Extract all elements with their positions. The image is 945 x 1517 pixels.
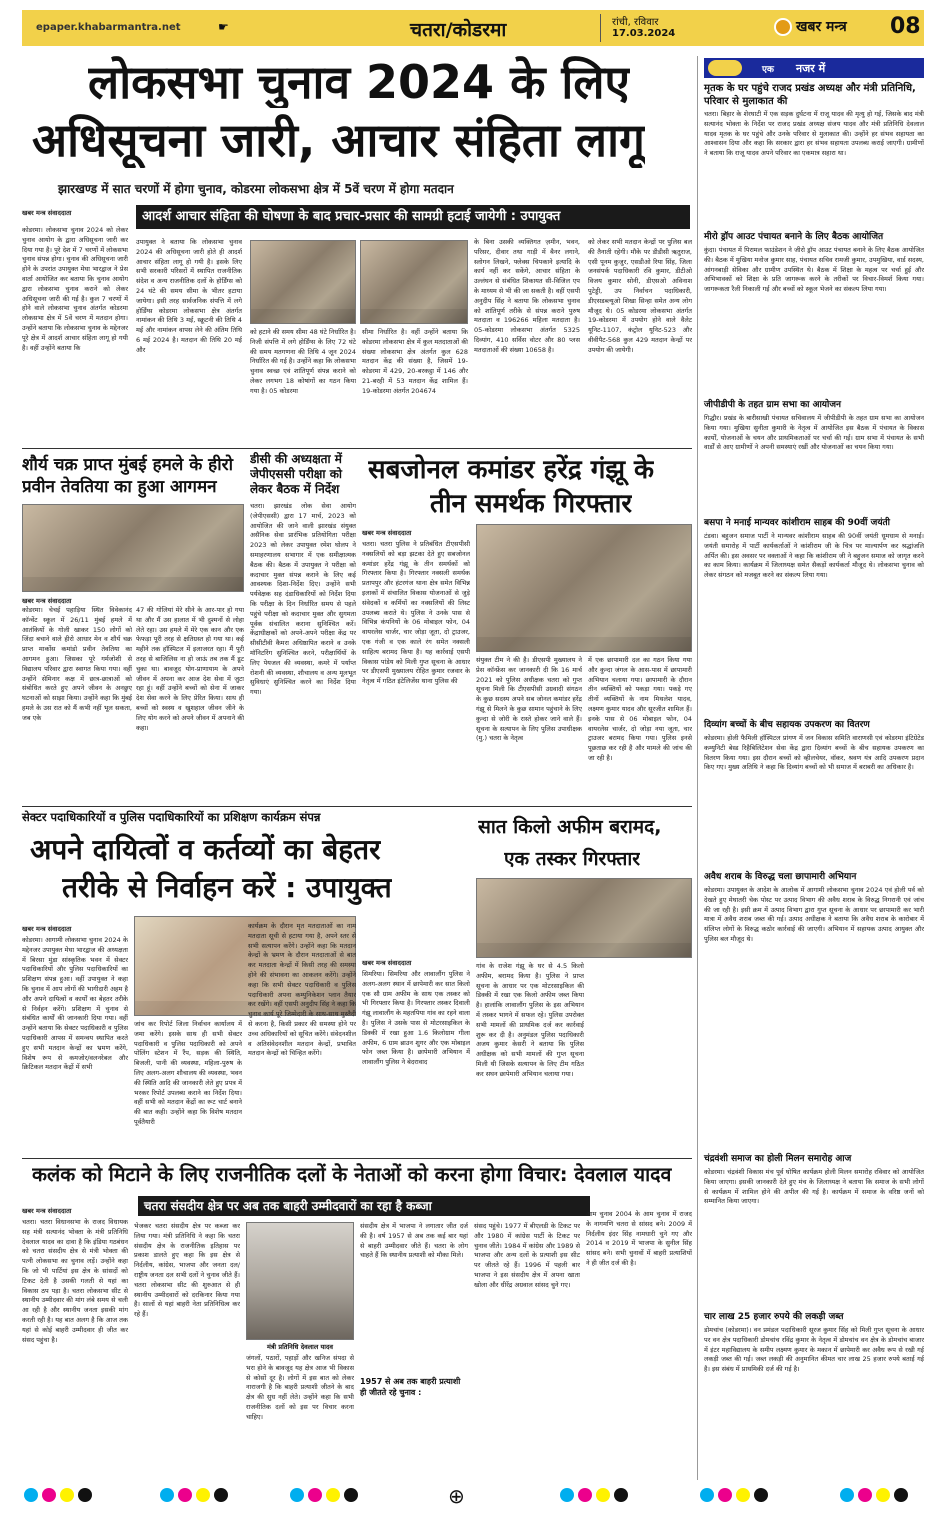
sabzonal-headline-line1: सबजोनल कमांडर हरेंद्र गंझू के: [368, 455, 655, 485]
shaurya-photo-group: [22, 504, 244, 592]
kalank-box-head: 1957 से अब तक बाहरी प्रत्याशी ही जीतते रहे चुनाव :: [360, 1377, 461, 1397]
lead-photo-press: [360, 240, 468, 324]
masthead-city-day: रांची, रविवार: [612, 17, 659, 28]
kalank-col6: आम चुनाव 2004 के आम चुनाव में राजद के नागमणि चतरा से सांसद बने। 2009 में निर्दलीय इंदर सिंह नामधारी चुने गए और 2014 व 2019 में भाजपा के सुनील सिंह सांसद बने। सभी चुनावों में बाहरी प्रत्याशियों ने ही जीत दर्ज की है।: [586, 1210, 692, 1267]
masthead-brand: खबर मन्त्र: [796, 19, 847, 35]
shaurya-col2: 47 की गोलियां मेरे सीने के आर-पार हो गया था और मैं उस हालात में भी दुश्मनों से लोहा लेते रहा। उस हमले में मेरे एक कान और एक फेफड़ा पूरी तरह से क्षतिग्रस्त हो गया था। कई महीने तक हॉस्पिटल में इलाजरत रहा। मैं पूरी तरह से बाजिलिस ना हो जाऊं तब तक मैं डूट चुका था। बावजूद योग-प्राणायाम के अपने जीवन में अपना कर आज देश सेवा में जुटा रहा हूं। वहीं उन्होंने बच्चों को सेना में जाकर देश सेवा करने के लिए प्रेरित किया। साथ ही बच्चों को स्वस्थ व खुशहाल जीवन जीने के लिए योग करने को अपने जीवन में अपनाने की कहा।: [136, 606, 244, 732]
registration-dot: [308, 1488, 322, 1502]
lead-photo-meeting: [250, 240, 356, 324]
registration-dot: [160, 1488, 174, 1502]
registration-dot: [326, 1488, 340, 1502]
lead-subhead: झारखण्ड में सात चरणों में होगा चुनाव, कोडरमा लोकसभा क्षेत्र में 5वें चरण में होगा मतदान: [58, 182, 454, 196]
afeem-photo-arrest: [476, 878, 692, 958]
eye-icon: [708, 60, 742, 76]
registration-dot: [60, 1488, 74, 1502]
lead-headline-line1: लोकसभा चुनाव 2024 के लिए: [88, 56, 630, 108]
lead-col4: के बिना उसकी व्यक्तिगत ज़मीन, भवन, परिसर, दीवार तथा गाड़ी में बैनर लगाने, स्लोगन लिखने, फ्लेक्स चिपकाने इत्यादि के कार्य नहीं कर सकेंगे, आचार संहिता के उल्लंघन से संबंधित शिकायत सी-विजिल एप के माध्यम से भी की जा सकती है। वहीं एसपी अनुदीप सिंह ने बताया कि लोकसभा चुनाव को शांतिपूर्ण तरीके से संपन्न कराने पुरुष मतदाता व 196266 महिला मतदाता है। 05-कोडरमा लोकसभा अंतर्गत 5325 दिव्यांग, 410 सर्विस वोटर और 80 प्लस मतदाताओं की संख्या 10658 है।: [474, 238, 580, 354]
registration-dot: [344, 1488, 358, 1502]
sector-col1: कोडरमा। आगामी लोकसभा चुनाव 2024 के मद्देनजर उपायुक्त मेघा भारद्वाज की अध्यक्षता में बिरसा मुंडा सांस्कृतिक भवन में सेक्टर पदाधिकारियों और पुलिस पदाधिकारियों का प्रशिक्षण संपन्न हुआ। वहीं उपायुक्त ने कहा कि चुनाव में आप लोगों की भागीदारी अहम है और अपने दायित्वों व कार्यों का बेहतर तरीके से निर्वहन करेंगे। प्रशिक्षण में चुनाव से संबंधित कार्यों की जानकारी दिया गया। वहीं उन्होंने बताया कि सेक्टर पदाधिकारी व पुलिस पदाधिकारी आपस में समन्वय स्थापित करते हुए सभी मतदान केन्द्रों का भ्रमण करेंगे, विशेष रूप से कमजोर/वलनरेबल और क्रिटिकल मतदान केंद्रों में सभी: [22, 936, 128, 1072]
registration-dot: [560, 1488, 574, 1502]
kalank-photo-caption: मंत्री प्रतिनिधि देवलाल यादव: [266, 1343, 334, 1351]
registration-dot: [196, 1488, 210, 1502]
afeem-byline: खबर मन्त्र संवाददाता: [362, 959, 412, 967]
masthead-section: चतरा/कोडरमा: [410, 19, 507, 41]
registration-dot: [178, 1488, 192, 1502]
right-s8-body: डोमचांच (कोडरमा)। वन प्रमंडल पदाधिकारी सूरज कुमार सिंह को मिली गुप्त सूचना के आधार पर वन क्षेत्र पदाधिकारी डोमचांच रविंद्र कुमार के नेतृत्व में डोमचांच वन क्षेत्र के डोमचांच बाजार में इंटर महाविद्यालय के समीप लक्ष्मण कुमार के मकान में छापेमारी कर अवैध रूप से रखी गई लकड़ी जब्त की गई। जब्त लकड़ी की अनुमानित कीमत चार लाख 25 हजार रुपये बताई गई है। इस संबंध में प्राथमिकी दर्ज की गई है।: [704, 1326, 924, 1374]
registration-dot: [876, 1488, 890, 1502]
kalank-col1: चतरा। चतरा विधानसभा के राजद विधायक सह मंत्री सत्यानंद भोक्ता के मंत्री प्रतिनिधि देवलाल यादव का दावा है कि इंडिया गठबंधन को चतरा संसदीय क्षेत्र से मंत्री भोक्ता की पत्नी लोकसभा का चुनाव लड़ें। उन्होंने कहा कि जो भी पार्टियां इस क्षेत्र के सांसदों को टिकट देती है उसकी गलती से यहां का विकास ठप पड़ा है। चतरा लोकसभा सीट से स्थानीय उम्मीदवार की मांग लंबे समय से चली आ रही है और स्थानीय जनता इसकी मांग करती रही है। यह बात अलग है कि आज तक यहां से कोई बाहरी उम्मीदवार ही जीत कर संसद पहुंचा है।: [22, 1218, 128, 1344]
footer-bar: [0, 1482, 945, 1517]
right-s4-head: बसपा ने मनाई मान्यवर कांशीराम साहब की 90वीं जयंती: [704, 518, 891, 528]
lead-col1: कोडरमा। लोकसभा चुनाव 2024 को लेकर चुनाव आयोग के द्वारा अधिसूचना जारी कर दिया गया है। पूरे देश में 7 चरणों में लोकसभा चुनाव संपन्न होगा। चुनाव की अधिसूचना जारी होने के उपरांत उपायुक्त मेघा भारद्वाज ने प्रेस वार्ता आयोजित कर बताया कि चुनाव आयोग द्वारा लोकसभा चुनाव कराने को लेकर अधिसूचना जारी की गई है। कुल 7 चरणों में होने वाले लोकसभा चुनाव अंतर्गत कोडरमा लोकसभा क्षेत्र में 5वें चरण में मतदान होगा। उन्होंने बताया कि लोकसभा चुनाव के मद्देनजर पूरे क्षेत्र में आदर्श आचार संहिता लागू हो गयी है। वहीं उन्होंने बताया कि: [22, 226, 128, 352]
kalank-col4: संसदीय क्षेत्र में भाजपा ने लगातार जीत दर्ज की है। वर्ष 1957 से अब तक कई बार यहां से बाहरी उम्मीदवार जीते हैं। चतरा के लोग चाहते हैं कि स्थानीय प्रत्याशी को मौका मिले।: [360, 1222, 468, 1260]
lead-headline-line2: अधिसूचना जारी, आचार संहिता लागू: [32, 113, 645, 167]
divider: [22, 448, 692, 449]
kalank-photo-portrait: [246, 1222, 354, 1340]
sector-col2: जांच कर रिपोर्ट जिला निर्वाचन कार्यालय में जमा करेंगे। इसके साथ ही सभी सेक्टर पदाधिकारी व पुलिस पदाधिकारी को अपने पोलिंग स्टेशन में रैंप, सड़क की स्थिति, बिजली, पानी की व्यवस्था, महिला-पुरुष के लिए अलग-अलग शौचालय की व्यवस्था, भवन की स्थिति आदि की जानकारी लेते हुए प्रपत्र में भरकर रिपोर्ट उपलब्ध कराने का निर्देश दिया। वहीं सभी को मतदान केंद्रों का रूट चार्ट बनाने की बात कही। उन्होंने कहा कि विशेष मतदान पूर्वतैयारी: [134, 1020, 242, 1126]
registration-dot: [754, 1488, 768, 1502]
right-s2-head: मीरो ड्रॉप आउट पंचायत बनाने के लिए बैठक आयोजित: [704, 232, 884, 242]
right-s7-head: चंद्रवंशी समाज का होली मिलन समारोह आज: [704, 1154, 852, 1164]
registration-dot: [736, 1488, 750, 1502]
ek-label: एक: [762, 65, 774, 75]
registration-dot: [578, 1488, 592, 1502]
shaurya-headline: शौर्य चक्र प्राप्त मुंबई हमले के हीरो प्रवीन तेवतिया का हुआ आगमन: [22, 455, 233, 497]
right-s3-head: जीपीडीपी के तहत ग्राम सभा का आयोजन: [704, 400, 841, 410]
lead-col3-right: सीमा निर्धारित है। वहीं उन्होंने बताया कि कोडरमा लोकसभा क्षेत्र में कुल मतदाताओं की संख्या लोकसभा क्षेत्र अंतर्गत कुल 628 मतदान केंद्र की संख्या है, जिसमें 19-कोडरमा में 429, 20-बरकट्ठा में 146 और 21-बरही में 53 मतदान केंद्र शामिल हैं। 19-कोडरमा अंतर्गत 204674: [362, 328, 468, 395]
right-s1-body: चतरा। बिहार के शेरघाटी में एक सड़क दुर्घटना में राजू यादव की मृत्यु हो गई, जिसके बाद मंत्री सत्यानंद भोक्ता के निर्देश पर राजद प्रखंड अध्यक्ष संजय यादव और मंत्री प्रतिनिधि देवलाल यादव मृतक के घर पहुंचे और उनके परिवार से मुलाकात की। उन्होंने हर संभव सहायता का आश्वासन दिया और कहा कि सरकार द्वारा हर संभव सहायता उपलब्ध कराई जाएगी। ग्रामीणों ने बताया कि राजू यादव अपने परिवार का एकमात्र सहारा था।: [704, 110, 924, 158]
registration-dot: [596, 1488, 610, 1502]
afeem-headline-line1: सात किलो अफीम बरामद,: [478, 816, 662, 838]
sabzonal-col1: चतरा। चतरा पुलिस ने प्रतिबंधित टीएसपीसी नक्सलियों को बड़ा झटका देते हुए सबजोनल कमांडर हरेंद्र गंझू के तीन समर्थकों को गिरफ्तार किया है। गिरफ्तार नक्सली समर्थक प्रतापपुर और हंटरगंज थाना क्षेत्र समेत विभिन्न इलाकों में संचालित विकास योजनाओं से जुड़े संवेदकों व कर्मियों का नक्सलियों की लिस्ट उपलब्ध कराते थे। पुलिस ने उनके पास से विभिन्न कंपनियों के 06 मोबाइल फोन, 04 वायरलेस चार्जर, चार जोड़ा जूता, दो ट्राउजर, एक गंजी व एक काले रंग समेत नक्सली साहित्य बरामद किया है। यह कार्रवाई एसपी विकास पांडेय को मिली गुप्त सूचना के आधार पर डीएसपी मुख्यालय रोहित कुमार रजवार के नेतृत्व में गठित इंटेलिजेंस थाना पुलिस की: [362, 540, 470, 686]
kalank-col2: भेजकर चतरा संसदीय क्षेत्र पर कब्जा कर लिया गया। मंत्री प्रतिनिधि ने कहा कि चतरा संसदीय क्षेत्र के राजनीतिक इतिहास पर प्रकाश डालते हुए कहा कि इस क्षेत्र से निर्दलीय, कांग्रेस, भाजपा और जनता दल/राष्ट्रीय जनता दल सभी दलों ने चुनाव जीते हैं। चतरा लोकसभा सीट की शुरुआत से ही स्थानीय उम्मीदवारों को दरकिनार किया गया है। सालों से यहां बाहरी नेता प्रतिनिधित्व कर रहे हैं।: [134, 1222, 240, 1319]
kalank-col3: जंगलों, पठारों, पहाड़ों और खनिज संपदा से भरा होने के बावजूद यह क्षेत्र आज भी विकास से कोसों दूर है। लोगों में इस बात को लेकर नाराजगी है कि बाहरी प्रत्याशी जीतने के बाद क्षेत्र की सुध नहीं लेते। उन्होंने कहा कि सभी राजनीतिक दलों को इस पर विचार करना चाहिए।: [246, 1354, 354, 1421]
kalank-headline: कलंक को मिटाने के लिए राजनीतिक दलों के नेताओं को करना होगा विचार: देवलाल यादव: [32, 1163, 672, 1186]
shaurya-col1: कोडरमा। चेचई पहाड़िया स्थित विवेकानंद कॉन्वेंट स्कूल में 26/11 मुंबई हमले में आतंकियों के गोली खाकर 150 लोगों को जिंदा बचाने वाले हीरो आधार मेन व शौर्य चक्र प्राप्त मार्कोस कमांडो प्रवीन तेवतिया का आगमन हुआ। जिसका पूरे गर्मजोशी से विद्यालय परिवार द्वारा स्वागत किया गया। वहीं उन्होंने सेमिनार कक्ष में छात्र-छात्राओं को संबोधित करते हुए अपने जीवन के अनछुए घटनाओं को साझा किया। उन्होंने कहा कि मुंबई हमले के उस रात को मैं कभी नहीं भूल सकता, जब एके: [22, 606, 132, 722]
right-s4-body: टंडवा। बहुजन समाज पार्टी ने मान्यवर कांशीराम साहब की 90वीं जयंती धूमधाम से मनाई। जयंती समारोह में पार्टी कार्यकर्ताओं ने कांशीराम जी के चित्र पर माल्यार्पण कर श्रद्धांजलि अर्पित की। इस अवसर पर वक्ताओं ने कहा कि कांशीराम जी ने बहुजन समाज को जागृत करने का काम किया। कार्यक्रम में जिलाध्यक्ष समेत सैकड़ों कार्यकर्ता मौजूद थे। लोकसभा चुनाव को लेकर संगठन को मजबूत करने का संकल्प लिया गया।: [704, 532, 924, 580]
sector-headline-line2: तरीके से निर्वाहन करें : उपायुक्त: [62, 871, 392, 904]
right-s7-body: कोडरमा। चंद्रवंशी विकास मंच पूर्व घोषित कार्यक्रम होली मिलन समारोह रविवार को आयोजित किया जाएगा। इसकी जानकारी देते हुए मंच के जिलाध्यक्ष ने बताया कि समाज के सभी लोगों से कार्यक्रम में शामिल होने की अपील की गई है। कार्यक्रम में समाज के वरिष्ठ जनों को सम्मानित किया जाएगा।: [704, 1168, 924, 1206]
jpsc-body: चतरा। झारखंड लोक सेवा आयोग (जेपीएससी) द्वारा 17 मार्च, 2023 को आयोजित की जाने वाली झारखंड संयुक्त असैनिक सेवा प्रारंभिक प्रतियोगिता परीक्षा 2023 को लेकर उपायुक्त रमेश घोलप ने समाहरणालय सभागार में एक समीक्षात्मक बैठक की। बैठक में उपायुक्त ने परीक्षा को कदाचार मुक्त संपन्न कराने के लिए कई आवश्यक दिशा-निर्देश दिए। उन्होंने सभी पर्यवेक्षक सह दंडाधिकारियों को निर्देश दिया कि परीक्षा के दिन निर्धारित समय से पहले पहुंचे परीक्षा को कदाचार मुक्त और सुगमता पूर्वक संचालित कराना सुनिश्चित करें। केंद्राधीक्षकों को अपने-अपने परीक्षा केंद्र पर सीसीटीवी कैमरा अधिष्ठापित कराने व उनके मॉनिटरिंग सुनिश्चित करने, परीक्षार्थियों के लिए पेयजल की व्यवस्था, कमरे में पर्याप्त रोशनी की व्यवस्था, शौचालय व अन्य मूलभूत सुविधाएं सुनिश्चित करने का निर्देश दिया गया।: [250, 502, 356, 697]
lead-byline: खबर मन्त्र संवाददाता: [22, 209, 72, 217]
right-s6-body: कोडरमा। उपायुक्त के आदेश के आलोक में आगामी लोकसभा चुनाव 2024 एवं होली पर्व को देखते हुए मेघातरी चेक पोस्ट पर उत्पाद विभाग की अवैध शराब के विरुद्ध निगरानी एवं जांच की जा रही है। इसी क्रम में उत्पाद विभाग द्वारा गुप्त सूचना के आधार पर छापामारी कर भारी मात्रा में अवैध शराब जब्त की गई। उत्पाद अधीक्षक ने बताया कि अवैध शराब के कारोबार में संलिप्त लोगों के विरुद्ध कठोर कार्रवाई की जाएगी। अभियान में सहायक उत्पाद आयुक्त और पुलिस बल मौजूद थे।: [704, 886, 924, 943]
right-s6-head: अवैध शराब के विरुद्ध चला छापामारी अभियान: [704, 872, 857, 882]
right-s8-head: चार लाख 25 हजार रुपये की लकड़ी जब्त: [704, 1312, 844, 1322]
sabzonal-photo-arrest: [476, 524, 692, 652]
registration-dot: [290, 1488, 304, 1502]
sabzonal-headline-line2: तीन समर्थक गिरफ्तार: [430, 489, 633, 519]
sector-headline-line1: अपने दायित्वों व कर्तव्यों का बेहतर: [30, 833, 381, 866]
nazar-label: नजर में: [796, 62, 826, 75]
registration-dot: [718, 1488, 732, 1502]
register-mark-icon: ⊕: [448, 1484, 465, 1508]
masthead-page-no: 08: [890, 14, 921, 39]
right-s2-body: कुंदा। पंचायत में पिरामल फाउंडेशन ने जीरो ड्रॉप आउट पंचायत बनाने के लिए बैठक आयोजित की। बैठक में मुखिया मनोज कुमार साह, पंचायत सचिव रामजी कुमार, उपमुखिया, वार्ड सदस्य, आंगनबाड़ी सेविका और ग्रामीण उपस्थित थे। बैठक में शिक्षा के महत्व पर चर्चा हुई और अभिभावकों को शिक्षा के प्रति जागरूक करने के तरीकों पर विचार-विमर्श किया गया। जागरूकता रैली निकाली गई और बच्चों को स्कूल भेजने का संकल्प लिया गया।: [704, 246, 924, 294]
sector-col3: कार्यक्रम के दौरान मृत मतदाताओं का नाम मतदाता सूची से हटाया गया है, अपने स्तर से सभी सत्यापन करेंगे। उन्होंने कहा कि मतदान केन्द्रों के भ्रमण के दौरान मतदाताओं से बात कर मतदाता केन्द्रों में किसी तरह की समस्या होने की संभावना का आकलन करेंगे। उन्होंने कहा कि सभी सेक्टर पदाधिकारी व पुलिस पदाधिकारी अपना कम्युनिकेशन प्लान तैयार कर रखेंगे। वहीं एसपी अनुदीप सिंह ने कहा कि चुनाव कार्य पूरे जिम्मेदारी के साथ-साथ मुस्तैदी से करना है, किसी प्रकार की समस्या होने पर उच्च अधिकारियों को सूचित करेंगे। संवेदनशील व अतिसंवेदनशील मतदान केन्द्रों, प्रभावित मतदान केन्द्रों को चिन्हित करेंगे।: [248, 922, 356, 1058]
registration-dot: [24, 1488, 38, 1502]
sabzonal-col3: में एक छापामारी दल का गठन किया गया और कुन्दा जंगल के आस-पास में छापामारी अभियान चलाया गया। छापामारी के दौरान तीन व्यक्तियों को पकड़ा गया। पकड़े गए तीनों व्यक्तियों के नाम मिथलेश यादव, लक्ष्मण कुमार यादव और सूरजीत शामिल हैं। इनके पास से 06 मोबाइल फोन, 04 वायरलेस चार्जर, दो जोड़ा नया जूता, चार ट्राउजर बरामद किया गया। पुलिस इनसे पूछताछ कर रही है और मामले की जांच की जा रही है।: [588, 656, 692, 762]
sabzonal-col2: संयुक्त टीम ने की है। डीएसपी मुख्यालय ने प्रेस कॉन्फ्रेंस कर जानकारी दी कि 16 मार्च 2021 को पुलिस अधीक्षक चतरा को गुप्त सूचना मिली कि टीएसपीसी उग्रवादी संगठन के कुछ सदस्य अपने सब जोनल कमांडर हरेंद्र गंझू से मिलने के कुछ सामान पहुंचाने के लिए कुन्दा से जोरी के रास्ते होकर जाने वाले हैं। सूचना के सत्यापन के लिए पुलिस उपाधीक्षक (मु.) चतरा के नेतृत्व: [476, 656, 582, 743]
sector-byline: खबर मन्त्र संवाददाता: [22, 925, 72, 933]
sabzonal-byline: खबर मन्त्र संवाददाता: [362, 529, 412, 537]
divider: [22, 1158, 692, 1159]
registration-dot: [840, 1488, 854, 1502]
right-s5-head: दिव्यांग बच्चों के बीच सहायक उपकरण का वितरण: [704, 720, 870, 730]
afeem-col1: सिमरिया। सिमरिया और लावालौंग पुलिस ने अलग-अलग स्थान में छापेमारी कर सात किलो एक सौ ग्राम अफीम के साथ एक तस्कर को भी गिरफ्तार किया है। गिरफ्तार तस्कर दिवाली गंझू लावालौंग के महतपिया गांव का रहने वाला है। पुलिस ने उसके पास से मोटरसाइकिल के डिक्की में रखा हुआ 1.6 किलोग्राम गीला अफीम, 6 ग्राम ब्राउन शुगर और एक मोबाइल फोन जब्त किया है। छापेमारी अभियान में लावालौंग पुलिस ने बेदरावाद: [362, 970, 470, 1067]
sector-strap: सेक्टर पदाधिकारियों व पुलिस पदाधिकारियों का प्रशिक्षण कार्यक्रम संपन्न: [22, 810, 321, 824]
divider: [22, 806, 692, 807]
masthead-divider: [600, 14, 601, 42]
registration-dot: [78, 1488, 92, 1502]
brand-logo-icon: [774, 18, 792, 36]
masthead-date: 17.03.2024: [612, 28, 676, 39]
lead-col5: को लेकर सभी मतदान केन्द्रों पर पुलिस बल की तैनाती रहेगी। मौके पर डीडीसी ऋतुराज, एसी पूनम कुजुर, एसडीओ रिया सिंह, जिला जनसंपर्क पदाधिकारी रवि कुमार, डीटीओ विजय कुमार सोनी, डीएसओ अविनाश पुटेड्डी, उप निर्वाचन पदाधिकारी, डीएसडब्ल्यूओ शिखा सिन्हा समेत अन्य लोग मौजूद थे। 05 कोडरमा लोकसभा अंतर्गत 19-कोडरमा में उपयोग होने वाले वैलेट यूनिट-1107, कंट्रोल यूनिट-523 और वीवीपैट-568 कुल 429 मतदान केन्द्रों पर उपयोग की जायेगी।: [588, 238, 692, 354]
shaurya-byline: खबर मन्त्र संवाददाता: [22, 597, 72, 605]
masthead-url[interactable]: epaper.khabarmantra.net: [36, 22, 181, 33]
lead-strap: आदर्श आचार संहिता की घोषणा के बाद प्रचार-प्रसार की सामग्री हटाई जायेगी : उपायुक्त: [136, 205, 690, 229]
right-s3-body: गिद्धौर। प्रखंड के बारीसाखी पंचायत सचिवालय में जीपीडीपी के तहत ग्राम सभा का आयोजन किया गया। मुखिया सुनीता कुमारी के नेतृत्व में आयोजित इस बैठक में पंचायत के विकास कार्यों, योजनाओं के चयन और प्राथमिकताओं पर चर्चा की गई। ग्राम सभा में पंचायत के सभी वार्डों से आए ग्रामीणों ने अपनी समस्याएं रखीं और योजनाओं का चयन किया गया।: [704, 414, 924, 452]
registration-dot: [858, 1488, 872, 1502]
right-s5-body: कोडरमा। होली फैमिली हॉस्पिटल प्रांगण में जन विकास समिति वाराणसी एवं कोडरमा इंटिग्रेटेड कम्युनिटी बेस्ड रिहैबिलिटेशन सेवा केंद्र द्वारा दिव्यांग बच्चों के बीच सहायक उपकरण का वितरण किया गया। इस दौरान बच्चों को व्हीलचेयर, वॉकर, श्रवण यंत्र आदि उपकरण प्रदान किए गए। मुख्य अतिथि ने कहा कि दिव्यांग बच्चों को भी समाज में बराबरी का अधिकार है।: [704, 734, 924, 772]
registration-dot: [214, 1488, 228, 1502]
kalank-strap: चतरा संसदीय क्षेत्र पर अब तक बाहरी उम्मीदवारों का रहा है कब्जा: [138, 1196, 590, 1216]
afeem-headline-line2: एक तस्कर गिरफ्तार: [504, 848, 641, 870]
jpsc-headline: डीसी की अध्यक्षता में जेपीएससी परीक्षा को लेकर बैठक में निर्देश: [250, 452, 343, 496]
registration-dot: [700, 1488, 714, 1502]
cursor-icon: ☛: [218, 20, 229, 34]
column-divider: [697, 56, 698, 1480]
right-s1-head: मृतक के घर पहुंचे राजद प्रखंड अध्यक्ष और मंत्री प्रतिनिधि, परिवार से मुलाकात की: [704, 83, 916, 107]
lead-col2: उपायुक्त ने बताया कि लोकसभा चुनाव 2024 की अधिसूचना जारी होते ही आदर्श आचार संहिता लागू हो गयी है। इसके लिए सभी सरकारी परिसरों में स्थापित राजनीतिक संदेश व अन्य राजनीतिक दलों के होर्डिंग्स को 24 घंटे की समय सीमा के भीतर हटाया जायेगा। इसी तरह सार्वजनिक संपत्ति में लगे होर्डिंग्स कोडरमा लोकसभा क्षेत्र अंतर्गत नामांकन की तिथि 3 मई, स्क्रूटनी की तिथि 4 मई और नामांकन वापस लेने की अंतिम तिथि 6 मई 2024 है। मतदान की तिथि 20 मई और: [136, 238, 242, 354]
afeem-col2: गांव के राजेश गंझू के घर से 4.5 किलो अफीम, बरामद किया है। पुलिस ने प्राप्त सूचना के आधार पर एक मोटरसाइकिल की डिक्की में रखा एक किलो अफीम जब्त किया है। हालांकि लावालौंग पुलिस के इस अभियान में तस्कर भागने में सफल रहे। पुलिस उपरोक्त सभी मामलों की प्राथमिक दर्ज कर कार्रवाई शुरू कर दी है। अनुमंडल पुलिस पदाधिकारी अजय कुमार केसरी ने बताया कि पुलिस अधीक्षक को सभी मामलों की गुप्त सूचना मिली थी जिसके सत्यापन के लिए टीम गठित कर सघन छापेमारी अभियान चलाया गया।: [476, 962, 584, 1078]
registration-dot: [42, 1488, 56, 1502]
registration-dot: [614, 1488, 628, 1502]
registration-dot: [894, 1488, 908, 1502]
lead-col3-left: को हटाने की समय सीमा 48 घंटे निर्धारित है। निजी संपत्ति में लगे होर्डिंग्स के लिए 72 घंटे की समय मतगणना की तिथि 4 जून 2024 निर्धारित की गई है। उन्होंने कहा कि लोकसभा चुनाव स्वच्छ एवं शांतिपूर्ण संपन्न कराने को लेकर लगभग 18 कोषांगों का गठन किया गया है। 05 कोडरमा: [250, 328, 356, 395]
kalank-byline: खबर मन्त्र संवाददाता: [22, 1207, 72, 1215]
kalank-col5: संसद पहुंचे। 1977 में बीएलडी के टिकट पर और 1980 में कांग्रेस पार्टी के टिकट पर चुनाव जीते। 1984 में कांग्रेस और 1989 से भाजपा और अन्य दलों के प्रत्याशी इस सीट पर जीतते रहे हैं। 1996 में पहली बार भाजपा ने इस संसदीय क्षेत्र में अपना खाता खोला और धीरेंद्र अग्रवाल सांसद चुने गए।: [474, 1222, 580, 1289]
